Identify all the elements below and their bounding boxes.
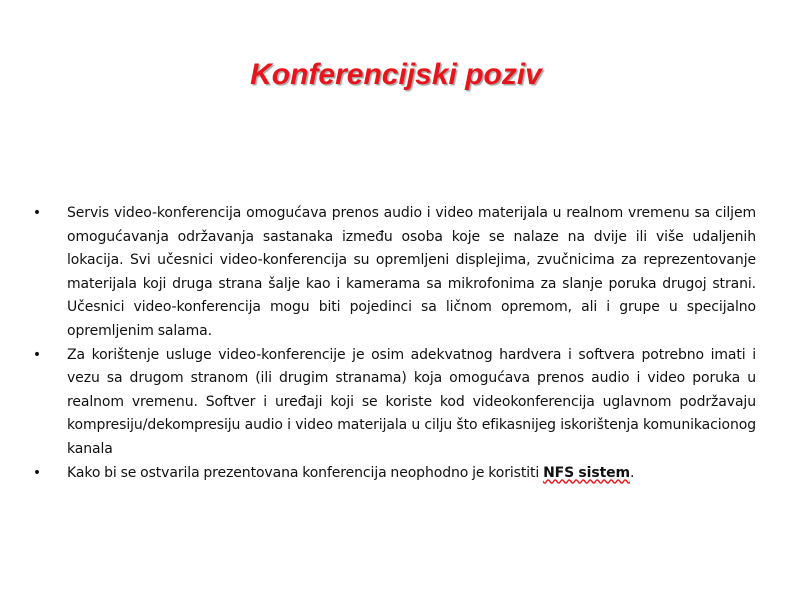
- bullet-dot-icon: •: [32, 346, 42, 363]
- bullet-text-3-after: .: [630, 464, 635, 481]
- bullet-dot-icon: •: [32, 464, 42, 481]
- bullet-text-1: Servis video-konferencija omogućava prenos audio i video materijala u realnom vremenu sa ciljem omogućavanja održavanja sastanaka između osoba koje se nalaze na dvije ili više udaljenih lokacija. Svi učesnici video-konferencija su opremljeni displejima, zvučnicima za reprezentovanje materijala koji druga strana šalje kao i kamerama sa mikrofonima za slanje poruka drugoj strani. Učesnici video-konferencija mogu biti pojedinci sa ličnom opremom, ali i grupe u specijalno opremljenim salama.: [67, 205, 756, 339]
- bullet-item-2: [30, 344, 756, 462]
- bullet-dot-icon: •: [32, 205, 42, 221]
- bullet-item-3: [30, 462, 756, 486]
- slide-title: Konferencijski poziv: [250, 58, 542, 91]
- bullet-item-1: [30, 202, 756, 344]
- nfs-system-emphasis: NFS sistem: [543, 464, 631, 481]
- bullet-text-2: Za korištenje usluge video-konferencije je osim adekvatnog hardvera i softvera potrebno imati i vezu sa drugom stranom (ili drugim stranama) koja omogućava prenos audio i video poruka u realnom vremenu. Softver i uređaji koji se koriste kod videokonferencija uglavnom podržavaju kompresiju/dekompresiju audio i video materijala u cilju što efikasnijeg iskorištenja komunikacionog kanala: [67, 346, 756, 457]
- bullet-list: [30, 202, 756, 485]
- bullet-text-3-before: Kako bi se ostvarila prezentovana konferencija neophodno je koristiti: [67, 464, 544, 481]
